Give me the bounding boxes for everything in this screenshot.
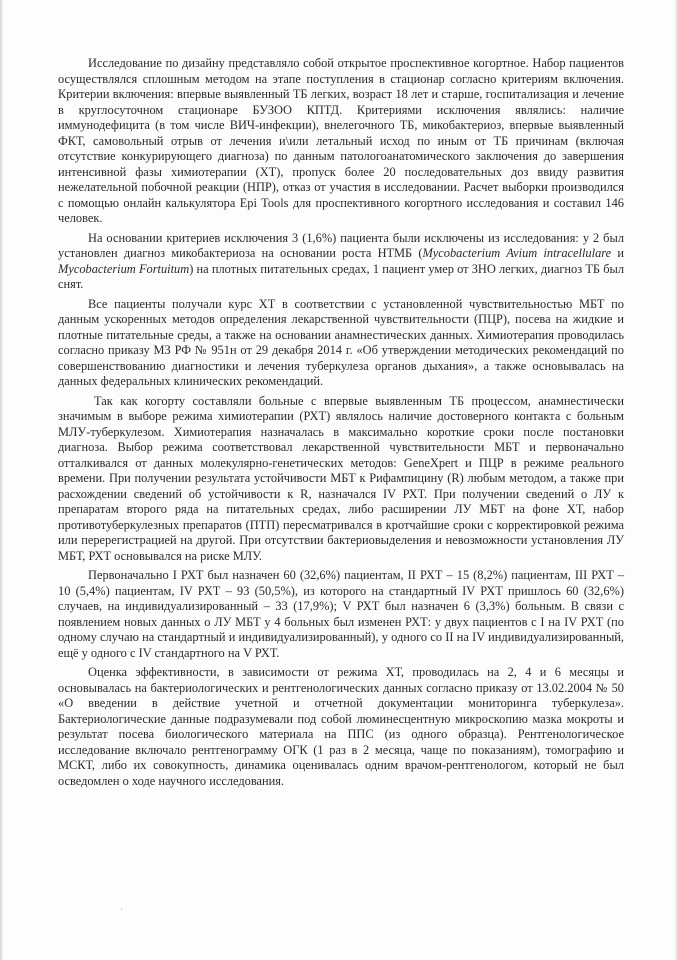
paragraph-exclusions: [58, 231, 624, 293]
document-body: [58, 56, 624, 793]
paragraph-text: Первоначально I РХТ был назначен 60 (32,6%) пациентам, II РХТ – 15 (8,2%) пациентам, III РХТ – 10 (5,4%) пациентам, IV РХТ – 93 (50,5%), из которого на стандартный IV РХТ пришлось 60 (32,6%) случаев, на индивидуализированный – 33 (17,9%); V РХТ был назначен 6 (3,3%) больным. В связи с появлением новых данных о ЛУ МБТ у 4 больных был изменен РХТ: у двух пациентов с I на IV РХТ (по одному случаю на стандартный и индивидуализированный), у одного со II на IV индивидуализированный, ещё у одного с IV стандартного на V РХТ.: [58, 568, 624, 660]
paragraph-regimen-selection: [58, 394, 624, 565]
species-name: Mycobacterium Fortuitum: [58, 261, 190, 276]
paragraph-chemotherapy: [58, 297, 624, 390]
paragraph-text: ) на плотных питательных средах, 1 пациент умер от ЗНО легких, диагноз ТБ был снят.: [58, 261, 625, 291]
paragraph-text: Так как когорту составляли больные с впервые выявленным ТБ процессом, анамнестически значимым в выборе режима химиотерапии (РХТ) являлось наличие достоверного контакта с больным МЛУ-туберкулезом. Химиотерапия назначалась в максимально короткие сроки после постановки диагноза. Выбор режима соответствовал лекарственной чувствительности МБТ и первоначально отталкивался от данных молекулярно-генетических методов: GeneXpert и ПЦР в режиме реального времени. При получении результата устойчивости МБТ к Рифампицину (R) любым методом, а также при расхождении сведений об устойчивости к R, назначался IV РХТ. При получении сведений о ЛУ к препаратам второго ряда на питательных средах, либо расширении ЛУ МБТ на фоне ХТ, набор противотуберкулезных препаратов (ПТП) пересматривался в кротчайшие сроки с корректировкой режима или перерегистрацией на другой. При отсутствии бактериовыделения и невозможности установления ЛУ МБТ, РХТ основывался на риске МЛУ.: [58, 393, 624, 563]
paragraph-study-design: [58, 56, 624, 227]
paragraph-text: Исследование по дизайну представляло собой открытое проспективное когортное. Набор пациентов осуществлялся сплошным методом на этапе поступления в стационар согласно критериям включения. Критерии включения: впервые выявленный ТБ легких, возраст 18 лет и старше, госпитализация и лечение в круглосуточном стационаре БУЗОО КПТД. Критериями исключения являлись: наличие иммунодефицита (в том числе ВИЧ-инфекции), внелегочного ТБ, микобактериоз, впервые выявленный ФКТ, самовольный отрыв от лечения и\или летальный исход по иным от ТБ причинам (включая отсутствие конкурирующего диагноза) по данным патологоанатомического заключения до завершения интенсивной фазы химиотерапии (ХТ), пропуск более 20 последовательных доз ввиду развития нежелательной побочной реакции (НПР), отказ от участия в исследовании. Расчет выборки производился с помощью онлайн калькулятора Epi Tools для проспективного когортного исследования и составил 146 человек.: [58, 56, 624, 225]
paragraph-text: и: [611, 246, 624, 260]
paragraph-regimen-distribution: [58, 568, 624, 661]
paragraph-text: На основании критериев исключения 3 (1,6%) пациента были исключены из исследования: у 2 был установлен диагноз микобактериоза на основании роста НТМБ (: [58, 230, 624, 260]
species-name: Mycobacterium Avium intracellulare: [422, 246, 612, 260]
paragraph-text: Оценка эффективности, в зависимости от режима ХТ, проводилась на 2, 4 и 6 месяцы и основывалась на бактериологических и рентгенологических данных согласно приказу от 13.02.2004 № 50 «О введении в действие учетной и отчетной документации мониторинга туберкулеза». Бактериологические данные подразумевали под собой люминесцентную микроскопию мазка мокроты и результат посева биологического материала на ППС (из одного образца). Рентгенологическое исследование включало рентгенограмму ОГК (1 раз в 2 месяца, чаще по показаниям), томографию и МСКТ, либо их совокупность, динамика оценивалась одним врачом-рентгенологом, который не был осведомлен о ходе научного исследования.: [58, 665, 624, 788]
scan-speck: ·: [120, 905, 123, 915]
paragraph-text: Все пациенты получали курс ХТ в соответствии с установленной чувствительностью МБТ по данным ускоренных методов определения лекарственной чувствительности (ПЦР), посева на жидкие и плотные питательные среды, а также на основании анамнестических данных. Химиотерапия проводилась согласно приказу МЗ РФ № 951н от 29 декабря 2014 г. «Об утверждении методических рекомендаций по совершенствованию диагностики и лечения туберкулеза органов дыхания», а также основывалась на данных федеральных клинических рекомендаций.: [58, 296, 624, 388]
paragraph-efficacy-assessment: [58, 665, 624, 789]
scan-edge-left: [0, 0, 3, 960]
